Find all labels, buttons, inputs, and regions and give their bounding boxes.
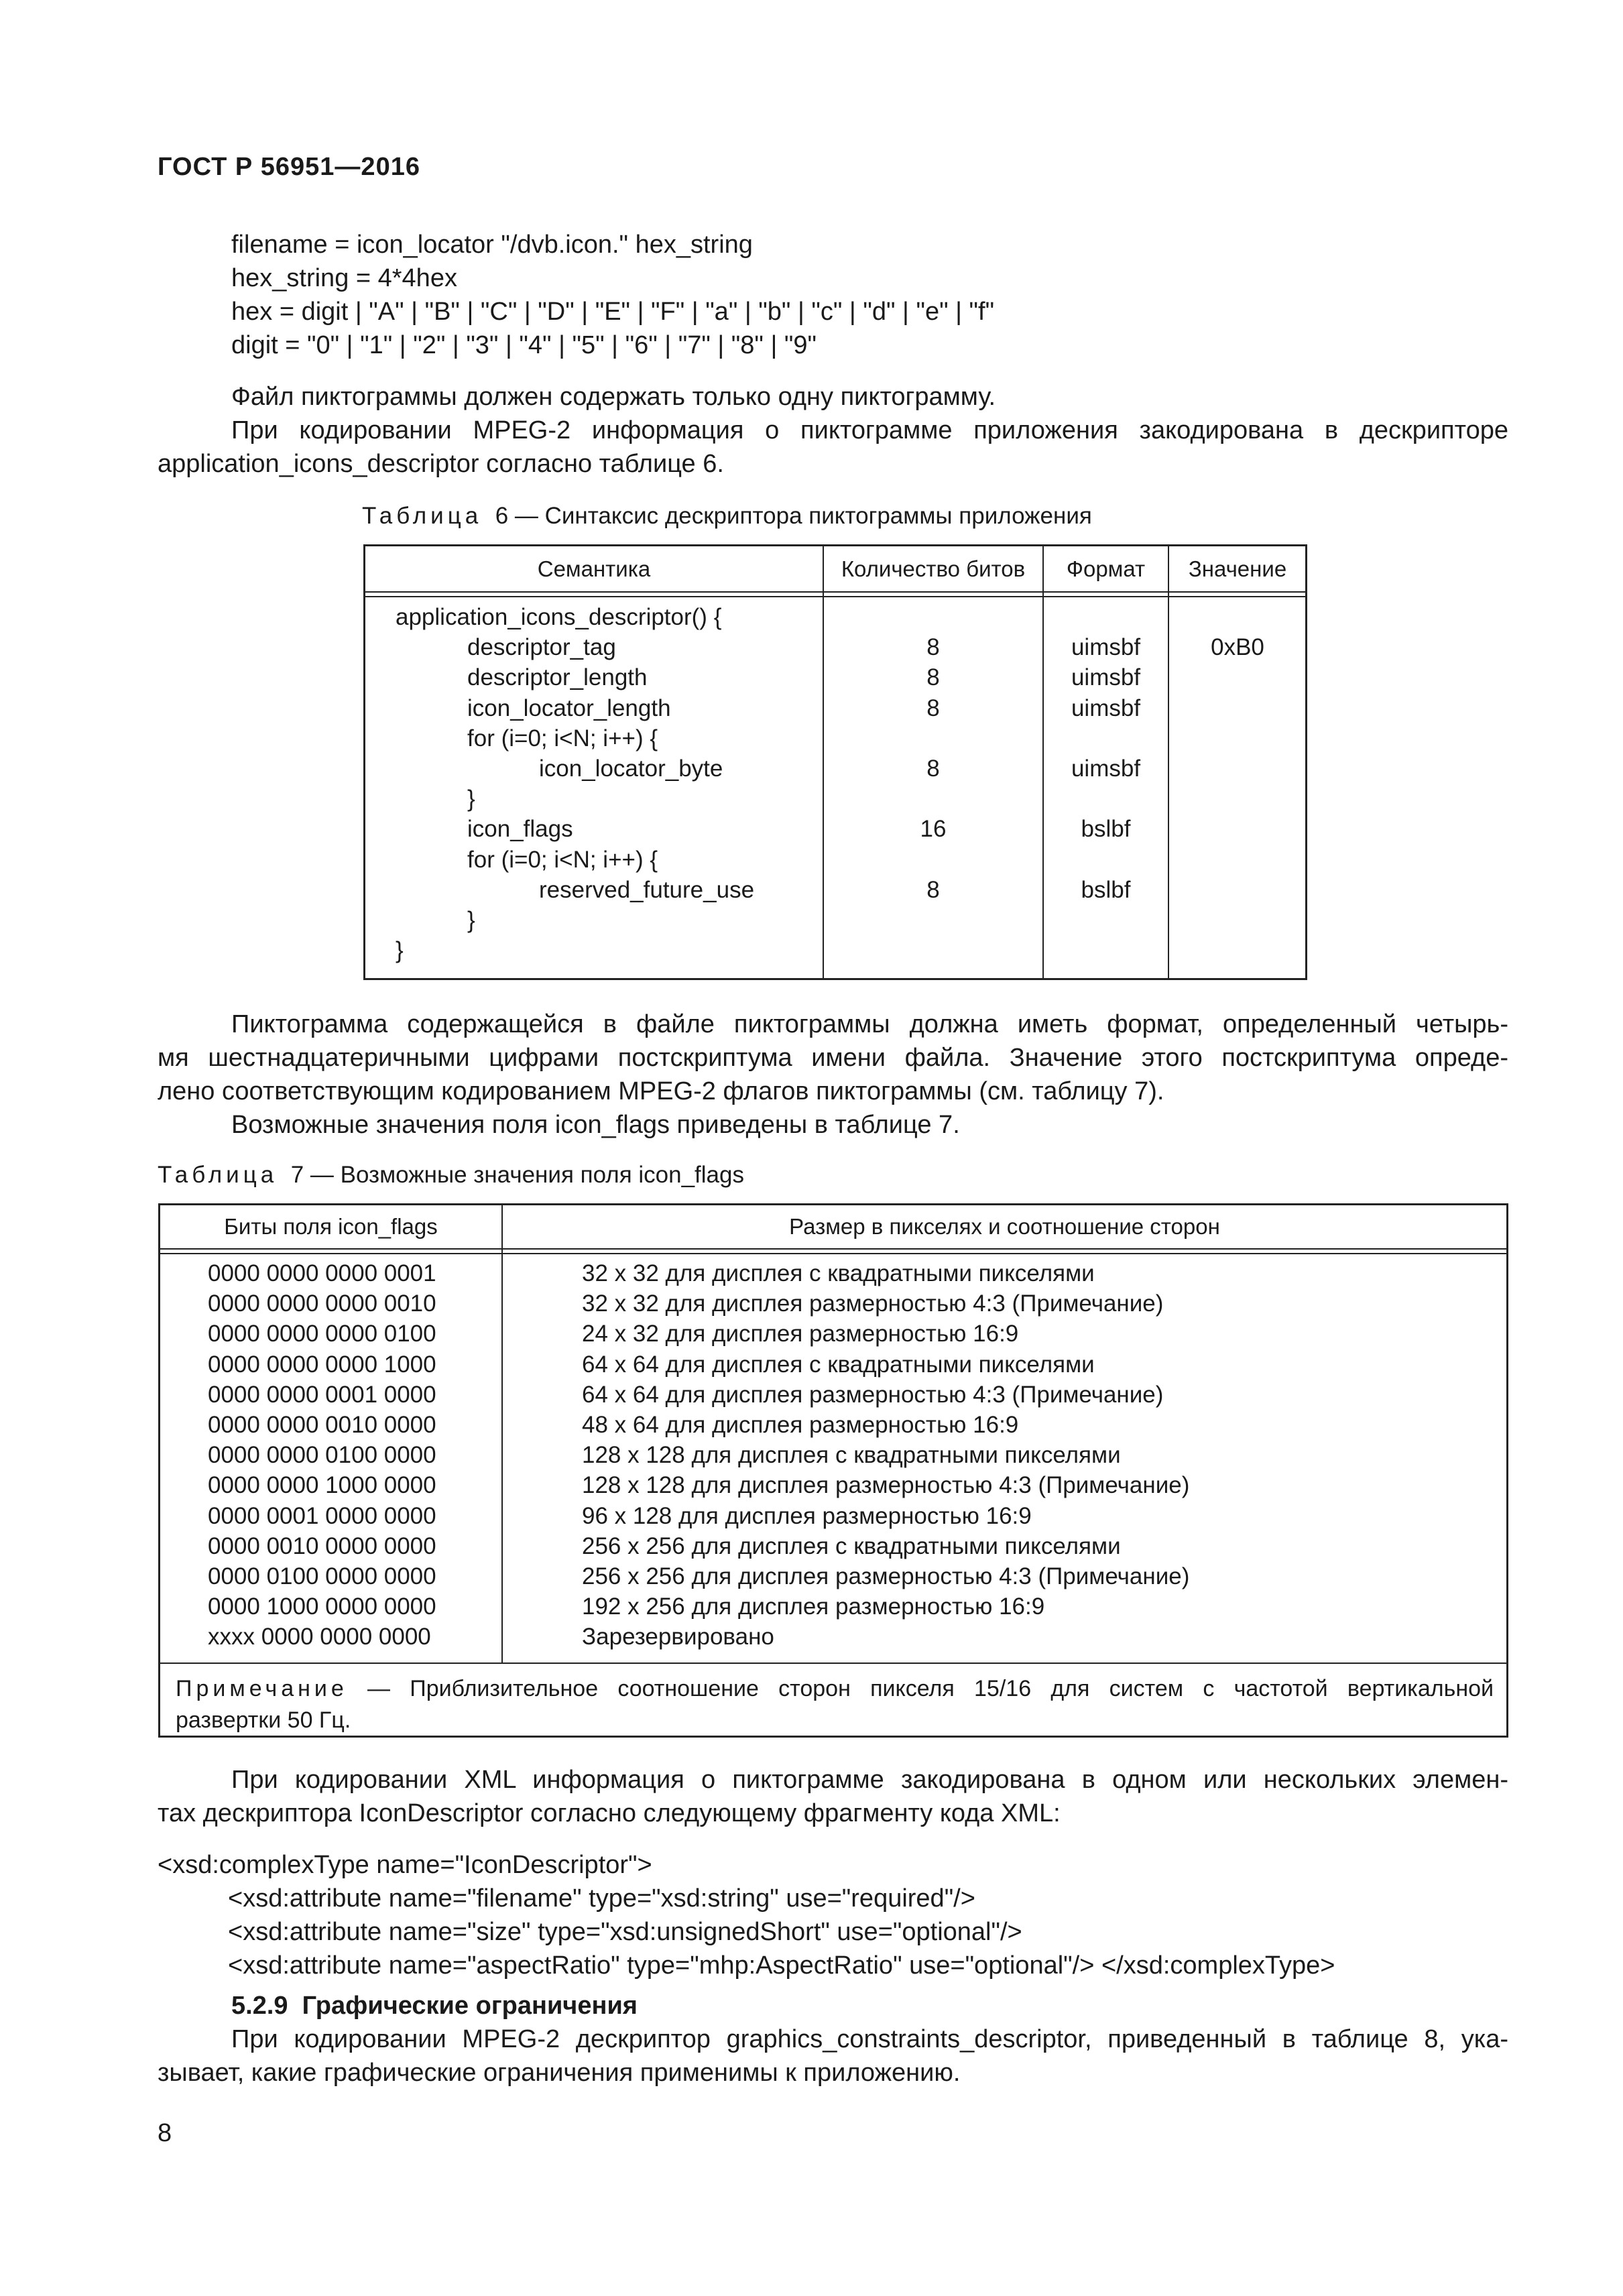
paragraph-mpeg2-line1: При кодировании MPEG-2 информация о пиктограмме приложения закодирована в дескрипторе [231,416,1508,444]
table6-semantics-cell: descriptor_length [467,664,648,691]
table7-size-cell: 64 x 64 для дисплея размерностью 4:3 (Примечание) [582,1381,1164,1408]
table6-value-cell: 0xB0 [1211,634,1264,661]
table7-note-divider [158,1663,1508,1664]
xml-line-4: <xsd:attribute name="aspectRatio" type="mhp:AspectRatio" use="optional"/> </xsd:complexType> [228,1951,1335,1980]
section-title: Графические ограничения [302,1992,638,2020]
code-line-4: digit = "0" | "1" | "2" | "3" | "4" | "5" | "6" | "7" | "8" | "9" [231,331,817,359]
table7-bits-cell: 0000 0000 1000 0000 [208,1472,436,1499]
table6-semantics-cell: icon_locator_byte [539,756,723,782]
table7-bits-cell: 0000 0000 0000 0001 [208,1260,436,1286]
table7-header-divider [158,1248,1508,1250]
paragraph-icon-file: Файл пиктограммы должен содержать только одну пиктограмму. [231,383,996,411]
paragraph-icon-format-line3: лено соответствующим кодированием MPEG-2 флагов пиктограммы (см. таблицу 7). [158,1077,1164,1105]
table6-header-semantics: Семантика [537,556,651,581]
table6-semantics-cell: for (i=0; i<N; i++) { [467,846,658,873]
paragraph-icon-flags: Возможные значения поля icon_flags приведены в таблице 7. [231,1111,960,1139]
table7-size-cell: 32 x 32 для дисплея с квадратными пикселями [582,1260,1095,1286]
table7-bits-cell: 0000 0000 0001 0000 [208,1381,436,1408]
paragraph-mpeg2-line2: application_icons_descriptor согласно таблице 6. [158,450,724,478]
table6-format-cell: uimsbf [1071,664,1141,691]
table6-caption-text: 6 — Синтаксис дескриптора пиктограммы приложения [495,503,1092,529]
table7-size-cell: 256 x 256 для дисплея размерностью 4:3 (Примечание) [582,1563,1190,1589]
table7-caption-prefix: Таблица [158,1162,278,1188]
table7-caption [158,1160,744,1190]
table7-note-text: — Приблизительное соотношение сторон пикселя 15/16 для систем с частотой вертикальной [367,1676,1494,1701]
paragraph-icon-format-line1: Пиктограмма содержащейся в файле пиктограммы должна иметь формат, определенный четырь- [231,1010,1508,1038]
table6-format-cell: uimsbf [1071,756,1141,782]
table6-bits-cell: 16 [920,816,947,843]
table7-size-cell: 32 x 32 для дисплея размерностью 4:3 (Примечание) [582,1290,1164,1317]
table7-header-size: Размер в пикселях и соотношение сторон [789,1214,1220,1239]
table6-bits-cell: 8 [926,664,940,691]
table7-note-line1 [176,1674,1494,1704]
table7-bits-cell: 0000 1000 0000 0000 [208,1593,436,1620]
table7-size-cell: 96 x 128 для дисплея размерностью 16:9 [582,1502,1032,1529]
xml-line-1: <xsd:complexType name="IconDescriptor"> [158,1851,652,1879]
table6-bits-cell: 8 [926,694,940,721]
table6-bits-cell: 8 [926,634,940,661]
table7-note-line2: развертки 50 Гц. [176,1707,351,1733]
table6-semantics-cell: for (i=0; i<N; i++) { [467,725,658,751]
table7-size-cell: 128 x 128 для дисплея с квадратными пикселями [582,1442,1121,1469]
paragraph-graphics-line1: При кодировании MPEG-2 дескриптор graphics_constraints_descriptor, приведенный в таблице 8, ука- [231,2025,1508,2053]
table6-header-bits: Количество битов [841,556,1026,581]
table6-bits-cell: 8 [926,876,940,903]
table6-col-divider-3 [1168,544,1169,980]
table7-note-prefix: Примечание [176,1676,348,1701]
table7-bits-cell: 0000 0000 0000 0100 [208,1321,436,1347]
table7-header-divider-2 [158,1253,1508,1254]
table6-semantics-cell: } [396,937,404,964]
table6-header-divider-2 [363,596,1307,597]
table7-col-divider [501,1203,503,1663]
table7-bits-cell: 0000 0000 0010 0000 [208,1412,436,1438]
table6-format-cell: bslbf [1081,876,1131,903]
table7-bits-cell: 0000 0001 0000 0000 [208,1502,436,1529]
table6-format-cell: uimsbf [1071,634,1141,661]
table7-bits-cell: xxxx 0000 0000 0000 [208,1624,431,1650]
section-number: 5.2.9 [231,1992,288,2020]
table6-caption-prefix: Таблица [362,503,483,529]
table7-bits-cell: 0000 0000 0000 1000 [208,1351,436,1378]
table6-semantics-cell: reserved_future_use [539,876,755,903]
table7-bits-cell: 0000 0100 0000 0000 [208,1563,436,1589]
table7-size-cell: 48 x 64 для дисплея размерностью 16:9 [582,1412,1019,1438]
table7-size-cell: 128 x 128 для дисплея размерностью 4:3 (Примечание) [582,1472,1190,1499]
code-line-3: hex = digit | "A" | "B" | "C" | "D" | "E" | "F" | "a" | "b" | "c" | "d" | "e" | "f" [231,298,995,326]
xml-line-3: <xsd:attribute name="size" type="xsd:unsignedShort" use="optional"/> [228,1918,1022,1946]
table7-caption-text: 7 — Возможные значения поля icon_flags [290,1162,744,1188]
table7-size-cell: 192 x 256 для дисплея размерностью 16:9 [582,1593,1045,1620]
table7-size-cell: 24 x 32 для дисплея размерностью 16:9 [582,1321,1019,1347]
code-line-2: hex_string = 4*4hex [231,264,457,292]
table7-size-cell: 256 x 256 для дисплея с квадратными пикселями [582,1532,1121,1559]
table6-header-divider [363,591,1307,593]
paragraph-icon-format-line2: мя шестнадцатеричными цифрами постскриптума имени файла. Значение этого постскриптума опреде- [158,1044,1508,1072]
table6-semantics-cell: icon_flags [467,816,573,843]
table6-format-cell: bslbf [1081,816,1131,843]
code-line-1: filename = icon_locator "/dvb.icon." hex_string [231,231,753,259]
table6-semantics-cell: icon_locator_length [467,694,671,721]
table7-size-cell: 64 x 64 для дисплея с квадратными пикселями [582,1351,1095,1378]
table6-bits-cell: 8 [926,756,940,782]
table7-header-bits: Биты поля icon_flags [224,1214,438,1239]
table7-bits-cell: 0000 0000 0000 0010 [208,1290,436,1317]
table7-size-cell: Зарезервировано [582,1624,774,1650]
table7-bits-cell: 0000 0000 0100 0000 [208,1442,436,1469]
table6-semantics-cell: } [467,907,475,933]
xml-line-2: <xsd:attribute name="filename" type="xsd:string" use="required"/> [228,1884,975,1913]
section-heading [231,1989,638,2022]
table7-bits-cell: 0000 0010 0000 0000 [208,1532,436,1559]
table6-semantics-cell: application_icons_descriptor() { [396,604,722,630]
table6-caption [362,501,1092,531]
document-header: ГОСТ Р 56951—2016 [158,153,420,181]
table6-semantics-cell: } [467,786,475,812]
paragraph-xml-line1: При кодировании XML информация о пиктограмме закодирована в одном или нескольких элемен- [231,1766,1508,1794]
page-number: 8 [158,2119,172,2147]
table6-semantics-cell: descriptor_tag [467,634,616,661]
paragraph-graphics-line2: зывает, какие графические ограничения применимы к приложению. [158,2059,961,2087]
paragraph-xml-line2: тах дескриптора IconDescriptor согласно следующему фрагменту кода XML: [158,1799,1061,1827]
table6-header-format: Формат [1066,556,1146,581]
table6-format-cell: uimsbf [1071,694,1141,721]
table6-header-value: Значение [1188,556,1287,581]
